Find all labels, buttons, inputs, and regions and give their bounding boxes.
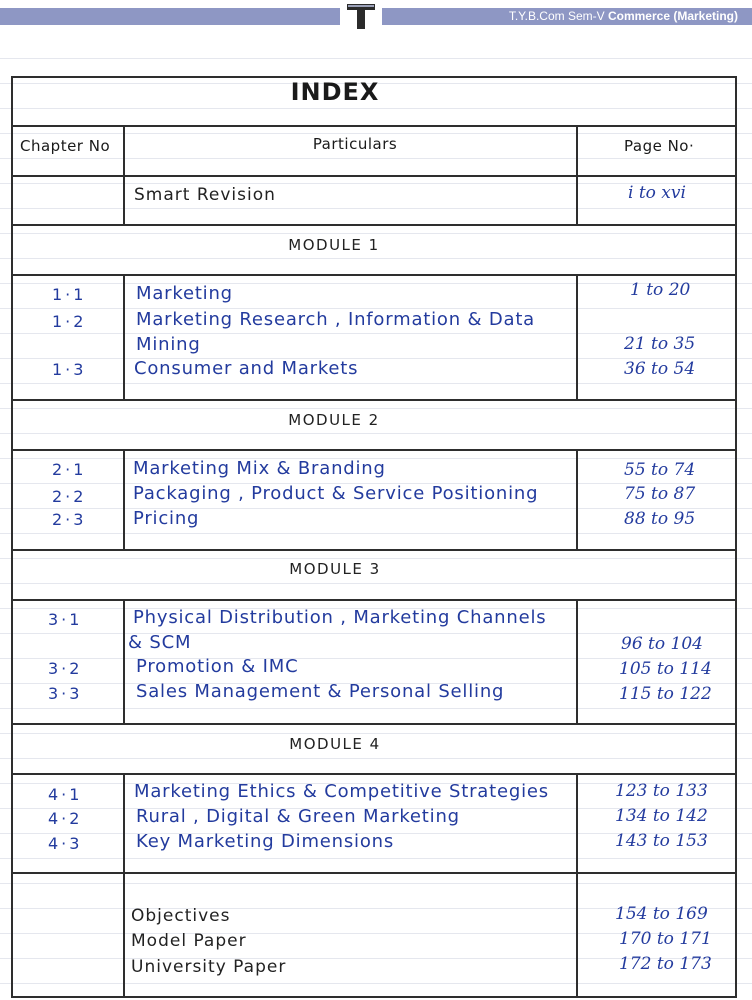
rule-below-module4 (11, 773, 737, 775)
rule-below-header (11, 175, 737, 177)
chapter-title: Rural , Digital & Green Marketing (136, 806, 460, 827)
module-title: MODULE 4 (289, 735, 381, 753)
chapter-pages: 115 to 122 (619, 684, 712, 704)
chapter-title-continued: Mining (136, 334, 201, 355)
chapter-number: 3·1 (48, 610, 83, 629)
chapter-title: Physical Distribution , Marketing Channels (133, 607, 547, 628)
rule-above-module2 (11, 399, 737, 401)
module-title: MODULE 2 (288, 411, 380, 429)
chapter-pages: 55 to 74 (624, 460, 696, 480)
rule-below-module2 (11, 449, 737, 451)
chapter-pages: 143 to 153 (615, 831, 708, 851)
chapter-number: 4·3 (48, 834, 83, 853)
smart-revision-pages: i to xvi (628, 183, 686, 203)
chapter-number: 1·3 (52, 360, 87, 379)
col-header-particulars: Particulars (312, 135, 398, 153)
index-table (11, 76, 737, 998)
chapter-title: Key Marketing Dimensions (136, 831, 395, 852)
rule-above-module3 (11, 549, 737, 551)
smart-revision-label: Smart Revision (134, 185, 276, 205)
module-title: MODULE 3 (289, 560, 381, 578)
chapter-title: Pricing (133, 508, 200, 529)
col-rule-h (576, 599, 578, 724)
rule-below-module1 (11, 274, 737, 276)
col-rule-c (123, 274, 125, 400)
chapter-pages: 105 to 114 (619, 659, 712, 679)
chapter-pages: 1 to 20 (630, 280, 691, 300)
chapter-number: 2·2 (52, 487, 87, 506)
col-rule-d (576, 274, 578, 400)
appendix-pages: 170 to 171 (619, 929, 712, 949)
col-rule-i (123, 773, 125, 998)
appendix-label: Objectives (131, 906, 231, 926)
chapter-title: Marketing (136, 283, 233, 304)
chapter-number: 1·2 (52, 312, 87, 331)
chapter-pages: 88 to 95 (624, 509, 696, 529)
chapter-title: Packaging , Product & Service Positioning (133, 483, 539, 504)
col-rule-b (576, 125, 578, 225)
col-rule-g (123, 599, 125, 724)
col-header-chapter: Chapter No (20, 137, 111, 155)
chapter-title-continued: & SCM (128, 632, 192, 653)
chapter-pages: 21 to 35 (624, 334, 696, 354)
chapter-pages: 96 to 104 (621, 634, 703, 654)
col-rule-e (123, 449, 125, 550)
chapter-title: Consumer and Markets (134, 358, 359, 379)
chapter-number: 2·3 (52, 510, 87, 529)
appendix-label: Model Paper (131, 931, 247, 951)
course-prefix: T.Y.B.Com Sem-V (508, 9, 605, 23)
chapter-number: 1·1 (52, 285, 87, 304)
chapter-title: Promotion & IMC (136, 656, 299, 677)
col-rule-j (576, 773, 578, 998)
chapter-number: 4·1 (48, 785, 83, 804)
module-title: MODULE 1 (288, 236, 380, 254)
chapter-pages: 75 to 87 (624, 484, 696, 504)
col-header-page: Page No· (624, 137, 695, 155)
chapter-number: 2·1 (52, 460, 87, 479)
chapter-number: 3·3 (48, 684, 83, 703)
chapter-title: Marketing Ethics & Competitive Strategies (134, 781, 549, 802)
chapter-title: Marketing Research , Information & Data (136, 309, 536, 330)
chapter-number: 4·2 (48, 809, 83, 828)
rule-above-module4 (11, 723, 737, 725)
rule-below-revision (11, 224, 737, 226)
rule-below-title (11, 125, 737, 127)
rule-below-module3 (11, 599, 737, 601)
course-subject: Commerce (Marketing) (607, 9, 738, 23)
appendix-pages: 154 to 169 (615, 904, 708, 924)
col-rule-a (123, 125, 125, 225)
chapter-title: Sales Management & Personal Selling (136, 681, 505, 702)
chapter-pages: 134 to 142 (615, 806, 708, 826)
chapter-title: Marketing Mix & Branding (133, 458, 386, 479)
chapter-pages: 36 to 54 (624, 359, 696, 379)
chapter-number: 3·2 (48, 659, 83, 678)
header-band-left (0, 8, 340, 25)
course-label (509, 8, 738, 25)
index-title: INDEX (290, 78, 380, 106)
appendix-label: University Paper (131, 957, 287, 977)
appendix-pages: 172 to 173 (619, 954, 712, 974)
rule-above-appendix (11, 872, 737, 874)
page-header (0, 0, 752, 34)
chapter-pages: 123 to 133 (615, 781, 708, 801)
col-rule-f (576, 449, 578, 550)
publisher-logo-icon (344, 1, 378, 31)
